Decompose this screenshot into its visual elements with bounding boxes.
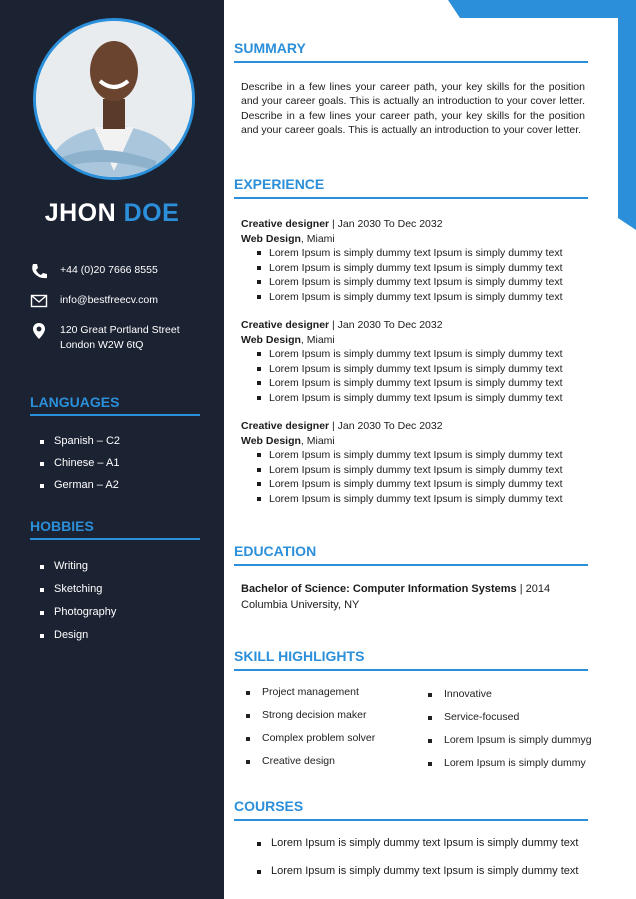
skill-item: Innovative [428, 688, 592, 711]
job-bullets [241, 448, 591, 506]
hobby-item: Sketching [40, 583, 116, 606]
job-bullets [241, 347, 591, 405]
location-pin-icon [30, 322, 48, 340]
job-bullet: Lorem Ipsum is simply dummy text Ipsum is simply dummy text [241, 275, 591, 290]
courses-list [257, 837, 578, 893]
job-location: , Miami [300, 435, 335, 447]
contact-email [30, 293, 158, 310]
job-bullet: Lorem Ipsum is simply dummy text Ipsum is simply dummy text [241, 347, 591, 362]
education-heading: EDUCATION [234, 543, 588, 566]
job-title: Creative designer [241, 319, 330, 331]
job-dates: | Jan 2030 To Dec 2032 [329, 319, 443, 331]
job-company: Web Design [241, 435, 301, 447]
job-bullet: Lorem Ipsum is simply dummy text Ipsum is simply dummy text [241, 391, 591, 406]
education-year: | 2014 [516, 583, 551, 595]
phone-text: +44 (0)20 7666 8555 [60, 264, 158, 276]
experience-entry [241, 318, 591, 405]
accent-bar-top [448, 0, 636, 18]
first-name: JHON [44, 199, 117, 227]
job-title: Creative designer [241, 420, 330, 432]
experience-heading: EXPERIENCE [234, 176, 588, 199]
summary-heading: SUMMARY [234, 40, 588, 63]
hobby-item: Writing [40, 560, 116, 583]
job-company: Web Design [241, 334, 301, 346]
skill-item: Lorem Ipsum is simply dummy [428, 757, 592, 780]
courses-heading: COURSES [234, 798, 588, 821]
experience-entry [241, 217, 591, 304]
skills-list-right [428, 688, 592, 780]
contact-phone [30, 263, 158, 280]
skills-list-left [246, 686, 375, 778]
skill-item: Lorem Ipsum is simply dummyg [428, 734, 592, 757]
job-location: , Miami [300, 233, 335, 245]
job-dates: | Jan 2030 To Dec 2032 [329, 218, 443, 230]
email-icon [30, 292, 48, 310]
job-bullet: Lorem Ipsum is simply dummy text Ipsum is simply dummy text [241, 362, 591, 377]
skill-item: Strong decision maker [246, 709, 375, 732]
languages-heading: LANGUAGES [30, 394, 200, 416]
skill-item: Complex problem solver [246, 732, 375, 755]
education-entry [241, 581, 550, 613]
language-item: German – A2 [40, 479, 120, 501]
experience-entry [241, 419, 591, 506]
job-bullet: Lorem Ipsum is simply dummy text Ipsum is simply dummy text [241, 463, 591, 478]
full-name [0, 199, 224, 228]
job-bullet: Lorem Ipsum is simply dummy text Ipsum is simply dummy text [241, 376, 591, 391]
hobby-item: Design [40, 629, 116, 652]
last-name: DOE [123, 199, 180, 227]
course-item: Lorem Ipsum is simply dummy text Ipsum is simply dummy text [257, 837, 578, 865]
hobbies-heading: HOBBIES [30, 518, 200, 540]
address-line-2: London W2W 6tQ [60, 339, 144, 351]
hobbies-list [40, 560, 116, 652]
job-dates: | Jan 2030 To Dec 2032 [329, 420, 443, 432]
job-bullet: Lorem Ipsum is simply dummy text Ipsum is simply dummy text [241, 492, 591, 507]
address-line-1: 120 Great Portland Street [60, 324, 180, 336]
job-bullet: Lorem Ipsum is simply dummy text Ipsum is simply dummy text [241, 477, 591, 492]
job-bullets [241, 246, 591, 304]
skills-heading: SKILL HIGHLIGHTS [234, 648, 588, 671]
accent-bar-side [618, 0, 636, 230]
job-bullet: Lorem Ipsum is simply dummy text Ipsum is simply dummy text [241, 290, 591, 305]
phone-icon [30, 262, 48, 280]
skill-item: Service-focused [428, 711, 592, 734]
job-bullet: Lorem Ipsum is simply dummy text Ipsum is simply dummy text [241, 448, 591, 463]
address-text [60, 323, 180, 353]
skill-item: Project management [246, 686, 375, 709]
languages-list [40, 435, 120, 501]
job-company: Web Design [241, 233, 301, 245]
education-school: Columbia University, NY [241, 599, 360, 611]
language-item: Spanish – C2 [40, 435, 120, 457]
job-bullet: Lorem Ipsum is simply dummy text Ipsum is simply dummy text [241, 261, 591, 276]
language-item: Chinese – A1 [40, 457, 120, 479]
job-bullet: Lorem Ipsum is simply dummy text Ipsum is simply dummy text [241, 246, 591, 261]
profile-photo [33, 18, 195, 180]
course-item: Lorem Ipsum is simply dummy text Ipsum is simply dummy text [257, 865, 578, 893]
job-location: , Miami [300, 334, 335, 346]
summary-text: Describe in a few lines your career path, your key skills for the position and your career goals. This is actually an introduction to your cover letter. Describe in a few lines your career path, your key skills for the position and your career goals. This is actually an introduction to your cover letter. [241, 81, 585, 137]
contact-address [30, 323, 180, 353]
hobby-item: Photography [40, 606, 116, 629]
skill-item: Creative design [246, 755, 375, 778]
email-text: info@bestfreecv.com [60, 294, 159, 306]
job-title: Creative designer [241, 218, 330, 230]
person-portrait-icon [36, 21, 192, 177]
education-degree: Bachelor of Science: Computer Information Systems [241, 583, 517, 595]
